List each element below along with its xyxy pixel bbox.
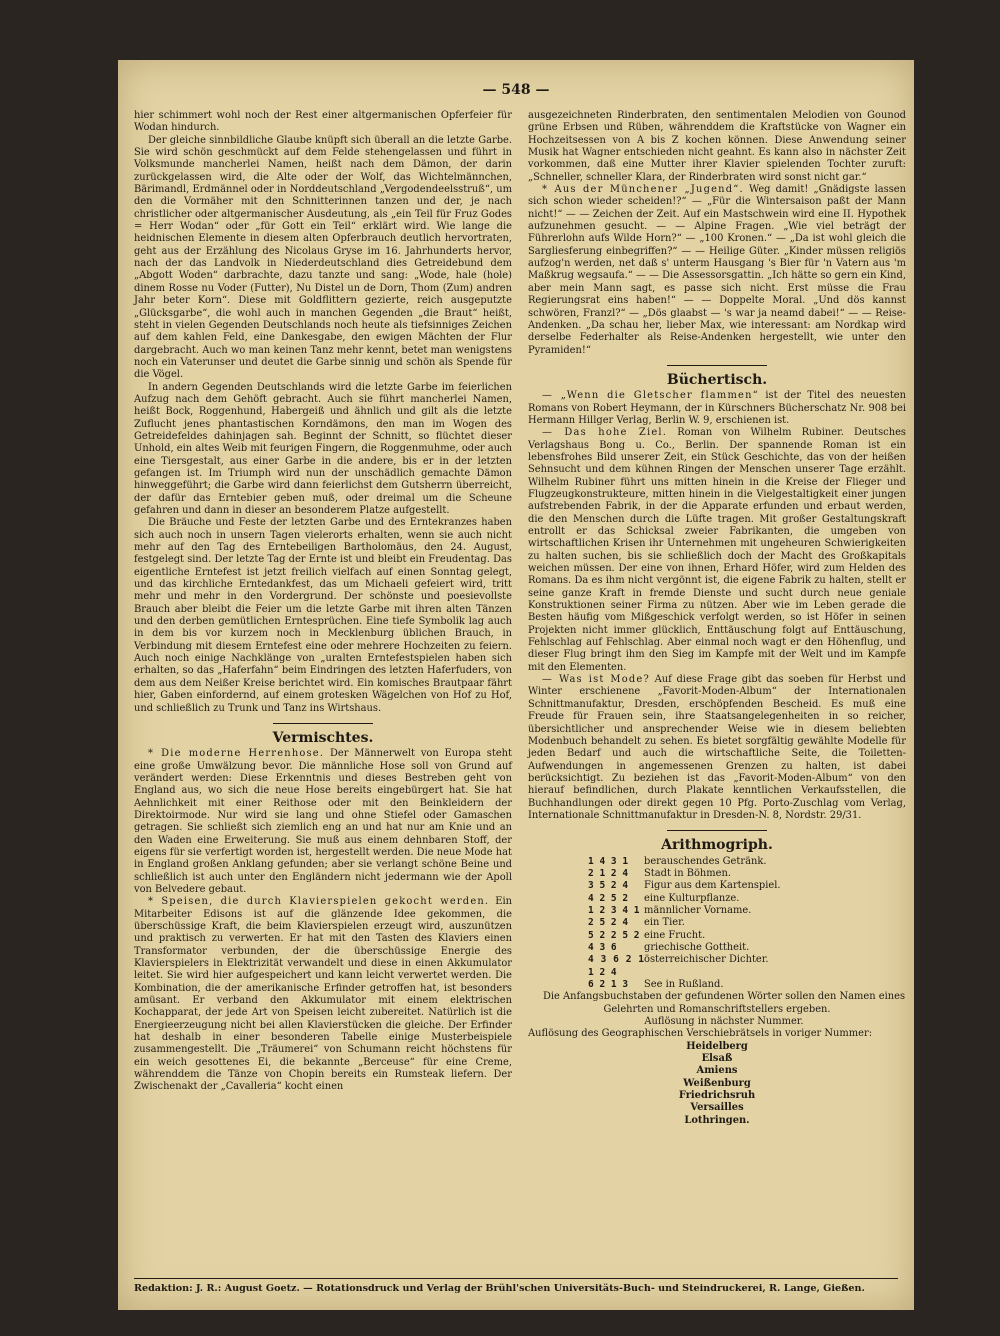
arith-word: griechische Gottheit. bbox=[644, 942, 750, 953]
arith-number: 4 3 6 2 1 1 2 4 bbox=[588, 954, 644, 978]
paragraph: hier schimmert wohl noch der Rest einer altgermanischen Opferfeier für Wodan hindurch. bbox=[134, 110, 512, 134]
arith-note: Die Anfangsbuchstaben der gefundenen Wörter sollen den Namen eines Gelehrten und Romanschriftstellers ergeben. bbox=[542, 991, 906, 1015]
solution-word: Lothringen. bbox=[684, 1114, 750, 1126]
newspaper-page bbox=[118, 60, 914, 1310]
book-lead: — Was ist Mode? bbox=[542, 674, 650, 686]
arith-number: 4 3 6 bbox=[588, 942, 617, 953]
book-text: Roman von Wilhelm Rubiner. Deutsches Verlagshaus Bong u. Co., Berlin. Der spannende Roman ist ein lebensfrohes Bild unserer Zeit, ein Stück Geschichte, das von der heißen Sehnsucht und dem kühnen Ringen der Menschen unserer Tage erzählt. Wilhelm Rubiner führt uns mitten hinein in die Kreise der Flieger und Flugzeugkonstrukteure, mitten hinein in die Vielgestaltigkeit einer jungen aufstrebenden Fabrik, in der die Apparate erfunden und erbaut werden, die den Menschen durch die Lüfte tragen. Mit großer Gestaltungskraft entrollt er das Schicksal zweier Fabrikanten, die umgeben von wirtschaftlichen Krisen ihr Unternehmen mit ungeheuren Schwierigkeiten zu halten suchen, bis sie schließlich doch der Macht des Großkapitals weichen müssen. Der eine von ihnen, Erhard Höfer, wird zum Helden des Romans. Da es ihm nicht vergönnt ist, die eigene Fabrik zu halten, stellt er seine ganze Kraft in fremde Dienste und sucht durch neue geniale Konstruktionen seiner Firma zu nützen. Aber wie im Leben gerade die Besten häufig vom Mißgeschick verfolgt werden, so ist Höfer in seinen Projekten nicht immer glücklich, Enttäuschung folgt auf Enttäuschung, Fehlschlag auf Fehlschlag. Aber einmal noch wagt er den Höhenflug, und dieser Flug bringt ihm den Sieg im Kampfe mit der Welt und im Kampfe mit den Elementen. bbox=[528, 427, 906, 673]
arith-word: Stadt in Böhmen. bbox=[644, 867, 731, 879]
arith-row bbox=[588, 893, 888, 905]
arith-number: 4 2 5 2 bbox=[588, 892, 629, 904]
arith-word: eine Frucht. bbox=[644, 929, 706, 941]
imprint-footer: Redaktion: J. R.: August Goetz. — Rotationsdruck und Verlag der Brühl'schen Universitäts-Buch- und Steindruckerei, R. Lange, Gießen. bbox=[134, 1278, 898, 1294]
arith-word: österreichischer Dichter. bbox=[644, 954, 769, 966]
book-text: Auf diese Frage gibt das soeben für Herbst und Winter erschienene „Favorit-Moden-Album“ der Internationalen Schnittmanufaktur, Dresden, erschöpfenden Bescheid. Es muß eine Freude für Frauen sein, ihre Staatsangelegenheiten in so reicher, übersichtlicher und ansprechender Weise wie in diesem beliebten Modenbuch behandelt zu sehen. Es bietet sorgfältig gewählte Modelle für jeden Bedarf und auch die wirtschaftliche Seite, die Toiletten-Aufwendungen in angemessenen Grenzen zu halten, ist dabei berücksichtigt. Zu beziehen ist das „Favorit-Moden-Album“ von den hierauf befindlichen, durch Plakate kenntlichen Verkaufsstellen, die Buchhandlungen oder direkt gegen 10 Pfg. Porto-Zuschlag vom Verlag, Internationale Schnittmanufaktur in Dresden-N. 8, Nordstr. 29/31. bbox=[528, 674, 906, 821]
page-number: — 548 — bbox=[482, 82, 550, 98]
paragraph: In andern Gegenden Deutschlands wird die letzte Garbe im feierlichen Aufzug nach dem Gehöft gebracht. Auch sie führt mancherlei Namen, heißt Bock, Roggenhund, Habergeiß und ähnlich und gilt als die letzte Zuflucht jenes phantastischen Korndämons, den man im Wogen des Getreidefeldes dahinjagen sah. Beginnt der Schnitt, so flüchtet dieser Unhold, ein altes Weib mit feurigen Fingern, die Roggenmuhme, oder auch eine Tiersgestalt, aus einer Garbe in die andere, bis er in der letzten gefangen ist. Im Triumph wird nun der unschädlich gemachte Dämon hinweggeführt; die Garbe wird dann feierlichst dem Gutsherrn überreicht, der dafür das Erntebier geben muß, oder dreimal um die Scheune gefahren und dann in dieser an besonderem Platze aufgestellt. bbox=[134, 381, 512, 516]
article-jugend bbox=[528, 184, 906, 357]
solution-word: Elsaß bbox=[701, 1053, 733, 1065]
arith-word: See in Rußland. bbox=[644, 979, 724, 991]
arith-row bbox=[588, 868, 888, 880]
arith-word: ein Tier. bbox=[644, 917, 685, 929]
arith-word: männlicher Vorname. bbox=[644, 904, 752, 916]
article-herrenhose bbox=[134, 748, 512, 896]
book-lead: — „Wenn die Gletscher flammen“ bbox=[542, 390, 759, 402]
arith-number: 5 2 2 5 2 bbox=[588, 929, 640, 941]
arith-row bbox=[588, 954, 888, 979]
article-lead: * Aus der Münchener „Jugend“. bbox=[542, 184, 744, 196]
solution-word: Weißenburg bbox=[683, 1077, 751, 1089]
arith-word: Figur aus dem Kartenspiel. bbox=[644, 880, 781, 892]
arith-row bbox=[588, 856, 888, 868]
arithmogriph-list bbox=[588, 856, 888, 992]
book-item bbox=[528, 427, 906, 674]
article-klavier bbox=[134, 896, 512, 1094]
article-text: Ein Mitarbeiter Edisons ist auf die glänzende Idee gekommen, die überschüssige Kraft, die beim Klavierspielen erzeugt wird, auszunützen und praktisch zu verwerten. Er hat mit den Tasten des Klaviers einen Transformator verbunden, der die überschüssige Energie des Klavierspielers in Elektrizität verwandelt und diese in einen Akkumulator leitet. Sie wird hier aufgespeichert und kann leicht verwertet werden. Die Kombination, die der amerikanische Erfinder getroffen hat, ist besonders amüsant. Er verband den Akkumulator mit einem elektrischen Kochapparat, der jede Art von Speisen leicht zubereitet. Natürlich ist die Energieerzeugung nicht bei allen Klavierstücken die gleiche. Der Erfinder hat deshalb in einer besonderen Tabelle einige Musterbeispiele zusammengestellt. Die „Träumerei“ von Schumann reicht höchstens für ein weich gesottenes Ei, die bekannte „Berceuse“ für eine Creme, währenddem die Tänze von Chopin bereits ein Rumsteak liefern. Der Zwischenakt der „Cavalleria“ kocht einen bbox=[134, 896, 512, 1093]
arith-number: 6 2 1 3 bbox=[588, 979, 629, 991]
divider bbox=[273, 723, 373, 724]
arith-row bbox=[588, 979, 888, 991]
arith-row bbox=[588, 930, 888, 942]
article-lead: * Speisen, die durch Klavierspielen gekocht werden. bbox=[148, 896, 490, 908]
divider bbox=[667, 830, 767, 831]
solution-word: Amiens bbox=[696, 1065, 738, 1077]
section-title-vermischtes: Vermischtes. bbox=[272, 729, 374, 746]
paragraph: ausgezeichneten Rinderbraten, den sentimentalen Melodien von Gounod grüne Erbsen und Rüben, währenddem die Kraftstücke von Wagner ein Hochzeitsessen von A bis Z kochen können. Diese Anwendung seiner Musik hat Wagner entschieden nicht geahnt. Es kann also in nächster Zeit vorkommen, daß eine Mutter ihrer Klavier spielenden Tochter zuruft: „Schneller, schneller Klara, der Rinderbraten wird sonst nicht gar.“ bbox=[528, 110, 906, 183]
book-lead: — Das hohe Ziel. bbox=[542, 427, 668, 439]
paragraph: Der gleiche sinnbildliche Glaube knüpft sich überall an die letzte Garbe. Sie wird schön geschmückt auf dem Felde stehengelassen und führt in Volksmunde mancherlei Namen, heißt nach dem Dämon, der darin zurückgelassen wird, die Alte oder der Wolf, das Wichtelmännchen, Bärimandl, Erdmännel oder in Norddeutschland „Vergodendeelsstruß“, um den die Vormäher mit den Schnitterinnen tanzen und der, je nach christlicher oder altgermanischer Ausdeutung, als „ein Teil für Fruz Godes = Herr Wodan“ oder „für Gott ein Teil“ erklärt wird. Wie lange die heidnischen Elemente in diesem alten Opferbrauch deutlich hervortraten, geht aus der Erzählung des Nicolaus Gryse im 16. Jahrhunderts hervor, nach der das Landvolk in Niederdeutschland dies Getreidebund dem „Abgott Woden“ darbrachte, dazu tanzte und sang: „Wode, hale (hole) dinem Rosse nu Voder (Futter), Nu Distel un de Dorn, Thom (Zum) andren Jahr beter Korn“. Diese mit Goldflittern gezierte, reich ausgeputzte „Glücksgarbe“, die wohl auch in manchen Gegenden „die Braut“ heißt, steht in vielen Gegenden Deutschlands noch heute als tiefsinniges Zeichen auf dem kahlen Feld, eine Dankesgabe, den ewigen Mächten der Flur dargebracht. Auch wo man keinen Tanz mehr kennt, betet man wenigstens noch ein Vaterunser und deutet die Garbe sinnig und schön als Spende für die Vögel. bbox=[134, 134, 512, 381]
article-text: Der Männerwelt von Europa steht eine große Umwälzung bevor. Die männliche Hose soll von Grund auf verändert werden: Diese Erkenntnis und dieses Bestreben geht von England aus, wo sich die neue Hose bereits eingebürgert hat. Sie hat Aehnlichkeit mit einer Reithose oder mit den Beinkleidern der Direktoirmode. Nur wird sie lang und ohne Stiefel oder Gamaschen getragen. Sie schließt sich ziemlich eng an und hat nur am Knie und an den Waden eine Erweiterung. Sie muß aus einem dehnbaren Stoff, der eigens für sie verfertigt worden ist, hergestellt werden. Die neue Mode hat in England großen Anklang gefunden; aber sie verlangt schöne Beine und schließlich ist auch unter den Engländern nicht jedermann wie der Apoll von Belvedere gebaut. bbox=[134, 748, 512, 895]
arith-word: berauschendes Getränk. bbox=[644, 855, 767, 867]
divider bbox=[667, 365, 767, 366]
arith-row bbox=[588, 917, 888, 929]
arith-word: eine Kulturpflanze. bbox=[644, 892, 740, 904]
solution-word: Heidelberg bbox=[686, 1040, 748, 1052]
arith-row bbox=[588, 880, 888, 892]
section-title-arithmogriph: Arithmogriph. bbox=[661, 837, 773, 854]
article-lead: * Die moderne Herrenhose. bbox=[148, 748, 325, 760]
solution-intro: Auflösung des Geographischen Verschiebrätsels in voriger Nummer: bbox=[528, 1028, 873, 1040]
book-item bbox=[528, 674, 906, 822]
arith-row bbox=[588, 905, 888, 917]
arith-number: 3 5 2 4 bbox=[588, 880, 629, 892]
arith-row bbox=[588, 942, 888, 954]
right-column bbox=[528, 110, 906, 1127]
left-column bbox=[134, 110, 512, 1094]
article-text: Weg damit! „Gnädigste lassen sich schon wieder scheiden!?“ — „Für die Wintersaison paßt der Mann nicht!“ — — Zeichen der Zeit. Auf ein Mastschwein wird eine II. Hypothek aufzunehmen gesucht. — — Alpine Fragen. „Wie viel beträgt der Führerlohn aufs Wilde Horn?“ — „100 Kronen.“ — „Da ist wohl gleich die Sargliesferung einbegriffen?“ — — Heilige Güter. „Kinder müssen religiös aufzog'n werden, net daß s' unterm Hausgang 's Bier für 'n Vatern aus 'm Maßkrug wegsaufa.“ — — Die Assessorsgattin. „Ich hätte so gern ein Kind, aber mein Mann sagt, es passe sich nicht. Erst müsse die Frau Regierungsrat eins haben!“ — — Doppelte Moral. „Und dös kannst schwören, Franzl?“ — „Dös glaabst — 's war ja neamd dabei!“ — — Reise-Andenken. „Da schau her, lieber Max, wie interessant: am Nordkap wird derselbe Federhalter als Reise-Andenken hergestellt, wie unter den Pyramiden!“ bbox=[528, 184, 906, 356]
section-title-buechertisch: Büchertisch. bbox=[666, 371, 768, 388]
book-text: ist der Titel des neuesten Romans von Robert Heymann, der in Kürschners Bücherschatz Nr. 908 bei Hermann Hillger Verlag, Berlin W. 9, erschienen ist. bbox=[528, 390, 906, 426]
arith-number: 2 1 2 4 bbox=[588, 867, 629, 879]
arith-number: 2 5 2 4 bbox=[588, 917, 629, 929]
paragraph: Die Bräuche und Feste der letzten Garbe und des Erntekranzes haben sich auch noch in unsern Tagen vielerorts erhalten, wenn sie auch nicht mehr auf den Tag des Erntebeiligen Bartholomäus, den 24. August, festgelegt sind. Der letzte Tag der Ernte ist und bleibt ein Freudentag. Das eigentliche Erntefest ist jetzt freilich vielfach auf einen Sonntag gelegt, und das kirchliche Erntedankfest, das um Michaeli gefeiert wird, tritt mehr und mehr in den Vordergrund. Der schönste und poesievollste Brauch aber bleibt die Feier um die letzte Garbe mit ihren alten Tänzen und den derben gemütlichen Erntesprüchen. Eine tiefe Symbolik lag auch in dem bis vor kurzem noch in Mecklenburg üblichen Brauch, in Verbindung mit diesem Erntefest eine oder mehrere Hochzeiten zu feiern. Auch noch einige Nachklänge von „uralten Erntefestspielen haben sich erhalten, so das „Haferfahn“ beim Eindringen des letzten Haferfuders, von dem aus dem Neißer Kreise berichtet wird. Ein komisches Brautpaar fährt hier, Gaben einfordernd, auf einem grotesken Wägelchen von Hof zu Hof, und schließlich zu Trunk und Tanz ins Wirtshaus. bbox=[134, 517, 512, 714]
arith-number: 1 2 3 4 1 bbox=[588, 904, 640, 916]
solution-word: Versailles bbox=[690, 1102, 744, 1114]
arith-next: Auflösung in nächster Nummer. bbox=[644, 1016, 804, 1028]
arith-number: 1 4 3 1 bbox=[588, 855, 629, 867]
book-item bbox=[528, 390, 906, 427]
solution-word: Friedrichsruh bbox=[678, 1090, 756, 1102]
